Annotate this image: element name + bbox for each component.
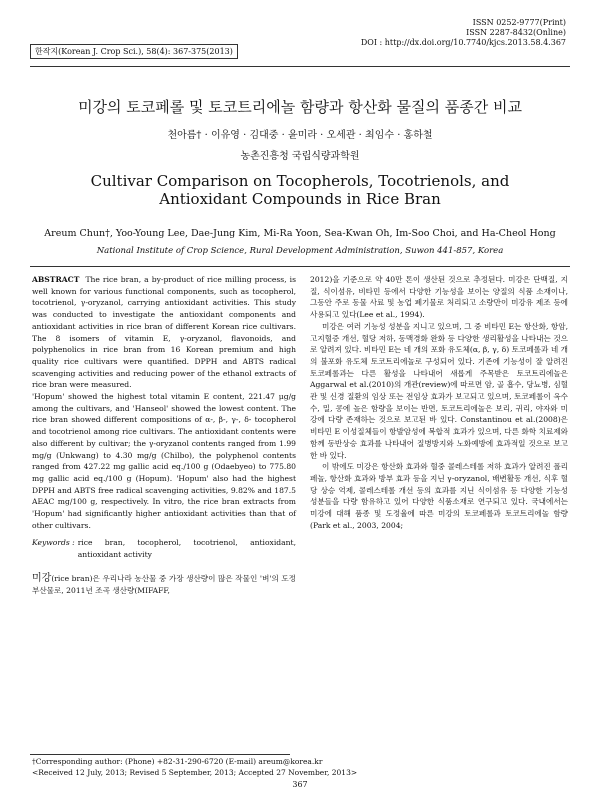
journal-reference: 한작지(Korean J. Crop Sci.), 58(4): 367-375(2013) — [30, 44, 238, 59]
page-number: 367 — [292, 780, 308, 789]
issn-online: ISSN 2287-8432(Online) — [466, 28, 566, 37]
left-column — [32, 274, 296, 596]
corresponding-author: †Corresponding author: (Phone) +82-31-290-6720 (E-mail) areum@korea.kr — [32, 757, 323, 766]
authors-korean: 천아름† · 이유영 · 김대중 · 윤미라 · 오세관 · 최임수 · 홍하철 — [167, 130, 433, 141]
abstract — [32, 274, 296, 531]
issn-doi-block — [361, 18, 566, 48]
title-divider — [30, 266, 570, 267]
intro-text: (rice bran)은 우리나라 농산물 중 가장 생산량이 많은 작물인 '벼'의 도정 부산물로, 2011년 조곡 생산량(MIFAFF, — [32, 573, 296, 595]
doi: DOI : http://dx.doi.org/10.7740/kjcs.2013.58.4.367 — [360, 38, 566, 47]
keywords-text: rice bran, tocopherol, tocotrienol, antioxidant, antioxidant activity — [77, 538, 296, 560]
body-paragraph-2: 미강은 여러 기능성 성분을 지니고 있으며, 그 중 비타민 E는 항산화, 항암, 고지혈증 개선, 혈당 저하, 동맥경화 완화 등 다양한 생리활성을 나타내는 것으로 알려져 있다. 비타민 E는 네 개의 포화 유도체(α, β, γ, δ) 토코페롤과 네 개의 불포화 유도체 토코트리에놀로 구성되어 있다. 기존에 기능성이 잘 알려진 토코페롤과는 다른 활성을 나타내어 새롭게 주목받은 토코트리에놀은 Aggarwal et al.(2010)의 개관(review)에 따르면 암, 골 흡수, 당뇨병, 심혈관 및 신경 질환의 임상 또는 전임상 효과가 보고되고 있으며, 토코페롤이 옥수수, 밀, 콩에 높은 함량을 보이는 반면, 토코트리에놀은 보리, 귀리, 야자와 미강에 다량 존재하는 것으로 보고된 바 있다. Constantinou et al.(2008)은 비타민 E 이성질체들이 항발암성에 복합적 효과가 있으며, 다른 화학 치료제와 함께 동반상승 효과를 나타내어 질병방지와 노화예방에 효과적일 것으로 보고한 바 있다. — [310, 321, 568, 460]
title-english: Cultivar Comparison on Tocopherols, Tocotrienols, and Antioxidant Compounds in Rice Bran — [90, 172, 510, 208]
footnote — [32, 757, 357, 778]
abstract-paragraph-2: 'Hopum' showed the highest total vitamin E content, 221.47 μg/g among the cultivars, and 'Hanseol' showed the lowest content. The rice bran showed different compositions of α-, β-, γ-, δ- tocopherol and tocotrienol among rice cultivars. The antioxidant contents were also different by cultivar; the γ-oryzanol contents ranged from 1.99 mg/g (Unkwang) to 4.30 mg/g (Chilbo), the polyphenol contents ranged from 427.22 mg gallic acid eq./100 g (Odaebyeo) to 775.80 mg gallic acid eq./100 g (Hopum). 'Hopum' also had the highest DPPH and ABTS free radical scavenging activities, 9.82% and 187.5 AEAC mg/100 g, respectively. In vitro, the rice bran extracts from 'Hopum' had significantly higher antioxidant activities than that of other cultivars. — [32, 392, 296, 530]
received-dates: <Received 12 July, 2013; Revised 5 September, 2013; Accepted 27 November, 2013> — [32, 767, 358, 777]
affiliation-english: National Institute of Crop Science, Rural Development Administration, Suwon 441-857, Korea — [96, 246, 504, 256]
abstract-label: ABSTRACT — [32, 275, 80, 284]
keywords — [32, 537, 296, 560]
body-paragraph-1: 2012)을 기준으로 약 40만 톤이 생산된 것으로 추정된다. 미강은 단백질, 지질, 식이섬유, 비타민 등에서 다양한 기능성을 보이는 양질의 식품 소재이나, 그동안 주로 동물 사료 및 농업 폐기물로 처리되고 소량만이 미강유 제조 등에 사용되고 있다(Lee et al., 1994). — [310, 275, 568, 320]
header-divider — [30, 66, 570, 67]
issn-print: ISSN 0252-9777(Print) — [472, 18, 566, 27]
right-column — [310, 274, 568, 531]
footnote-divider — [30, 754, 290, 755]
body-paragraph-3: 이 밖에도 미강은 항산화 효과와 혈중 콜레스테롤 저하 효과가 알려진 폴리페놀, 항산화 효과와 방부 효과 등을 지닌 γ-oryzanol, 배변활동 개선, 식후 혈당 상승 억제, 콜레스테롤 개선 등의 효과를 지닌 식이섬유 등 다양한 기능성 성분들을 다량 함유하고 있어 다양한 식품소재로 연구되고 있다. 국내에서는 미강에 대해 품종 및 도정율에 따른 미강의 토코페롤과 토코트리에놀 함량(Park et al., 2003, 2004; — [310, 462, 568, 530]
intro-first-word: 미강 — [32, 572, 52, 584]
intro-start — [32, 573, 296, 596]
abstract-text-1: The rice bran, a by-product of rice milling process, is well known for various functional components, such as tocopherol, tocotrienol, γ-oryzanol, carrying antioxidant activities. This study was conducted to investigate the antioxidant components and antioxidant activities in rice bran of different Korean rice cultivars. The 8 isomers of vitamin E, γ-oryzanol, flavonoids, and polyphenolics in rice bran from 16 Korean premium and high quality rice cultivars were quantified. DPPH and ABTS radical scavenging activities and reducing power of the ethanol extracts of rice bran were measured. — [32, 275, 296, 390]
keywords-label: Keywords : — [32, 538, 75, 548]
abstract-paragraph-1 — [32, 274, 296, 391]
authors-english: Areum Chun†, Yoo-Young Lee, Dae-Jung Kim, Mi-Ra Yoon, Sea-Kwan Oh, Im-Soo Choi, and Ha-Cheol Hong — [44, 228, 556, 239]
affiliation-korean: 농촌진흥청 국립식량과학원 — [240, 151, 360, 162]
title-korean: 미강의 토코페롤 및 토코트리에놀 함량과 항산화 물질의 품종간 비교 — [78, 98, 522, 116]
